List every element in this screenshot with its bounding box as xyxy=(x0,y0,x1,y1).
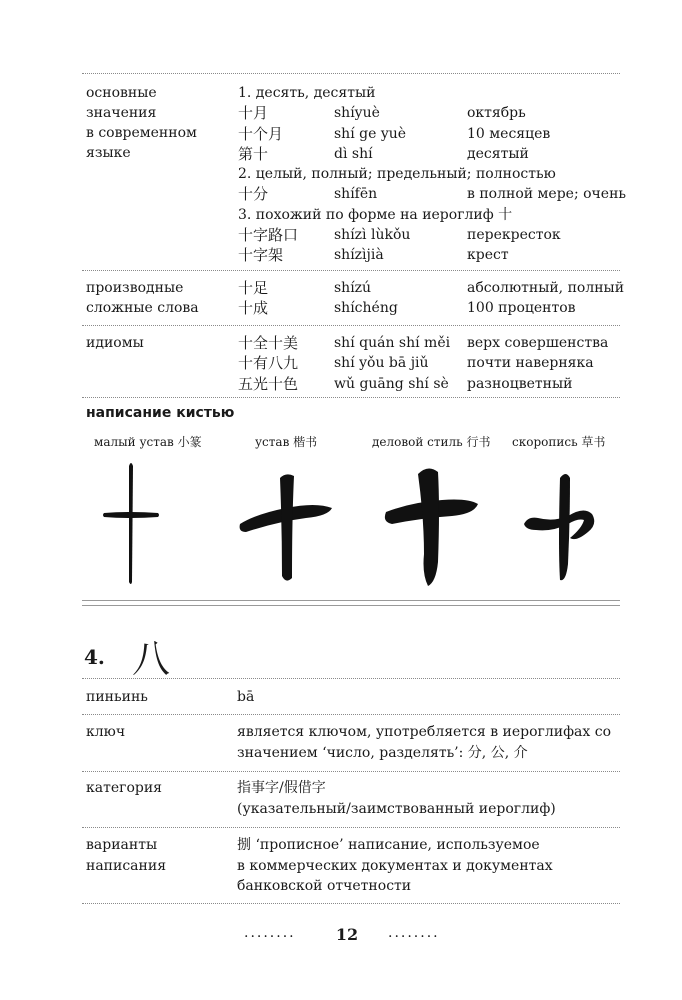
idiom-hanzi: 十全十美 xyxy=(238,334,299,352)
category-value: 指事字/假借字 (указательный/заимствованный иероглиф) xyxy=(237,780,556,817)
idiom-hanzi: 十有八九 xyxy=(238,354,299,373)
meanings-list xyxy=(238,83,628,266)
idiom-entry xyxy=(238,374,628,394)
variants-value: 捌 ‘прописное’ написание, используемое в коммерческих документах и документах банковской отчетности xyxy=(237,837,553,894)
radical-value: является ключом, употребляется в иероглифах со значением ‘число, разделять’: 分, 公, 介 xyxy=(237,724,612,761)
word-translation: 10 месяцев xyxy=(467,125,551,142)
section-number: 4. xyxy=(84,645,105,669)
word-hanzi: 十字路口 xyxy=(238,226,299,245)
word-translation: 100 процентов xyxy=(467,300,576,317)
style-label-cursive: скоропись 草书 xyxy=(512,435,606,449)
dotted-divider xyxy=(82,903,620,904)
idiom-translation: почти наверняка xyxy=(467,355,594,372)
brush-writing-heading: написание кистью xyxy=(86,405,235,421)
word-hanzi: 十成 xyxy=(238,299,269,318)
dotted-divider xyxy=(82,270,620,271)
word-translation: абсолютный, полный xyxy=(467,280,625,296)
word-translation: крест xyxy=(467,247,509,264)
word-pinyin: dì shí xyxy=(334,145,373,162)
dotted-divider xyxy=(82,325,620,326)
page-number: 12 xyxy=(335,925,359,944)
variants-label: варианты написания xyxy=(86,837,167,874)
word-entry xyxy=(238,144,628,164)
idiom-translation: разноцветный xyxy=(467,375,573,392)
dotted-divider xyxy=(82,73,620,74)
footer-dots-left: ........ xyxy=(244,925,296,941)
word-pinyin: shíyuè xyxy=(334,105,380,122)
word-entry xyxy=(238,245,628,265)
style-label-small-seal: малый устав 小篆 xyxy=(94,435,202,449)
small-seal-glyph xyxy=(96,458,166,590)
section-separator xyxy=(82,600,620,606)
word-hanzi: 十字架 xyxy=(238,246,284,265)
word-entry xyxy=(238,298,628,318)
dotted-divider xyxy=(82,827,620,828)
word-entry xyxy=(238,103,628,123)
word-pinyin: shízì lùkǒu xyxy=(334,227,411,244)
dotted-divider xyxy=(82,397,620,398)
word-entry xyxy=(238,278,628,298)
meanings-label: основные значения в современном языке xyxy=(86,85,197,161)
style-label-regular: устав 楷书 xyxy=(255,435,318,449)
idioms-label: идиомы xyxy=(86,335,144,351)
style-label-running: деловой стиль 行书 xyxy=(372,435,491,449)
section-character: 八 xyxy=(132,637,171,681)
word-translation: в полной мере; очень xyxy=(467,186,627,203)
idiom-pinyin: shí quán shí měi xyxy=(334,335,451,351)
idiom-entry xyxy=(238,333,628,353)
category-label: категория xyxy=(86,780,163,796)
word-hanzi: 第十 xyxy=(238,144,269,163)
radical-label: ключ xyxy=(86,724,126,740)
meaning-heading: 2. целый, полный; предельный; полностью xyxy=(238,166,556,183)
word-translation: октябрь xyxy=(467,105,526,122)
dotted-divider xyxy=(82,771,620,772)
dotted-divider xyxy=(82,714,620,715)
word-hanzi: 十足 xyxy=(238,279,269,297)
cursive-script-glyph xyxy=(520,458,610,590)
meaning-heading: 3. похожий по форме на иероглиф 十 xyxy=(238,206,513,223)
dotted-divider xyxy=(82,678,620,679)
word-entry xyxy=(238,124,628,144)
regular-script-glyph xyxy=(236,458,336,590)
idiom-pinyin: shí yǒu bā jiǔ xyxy=(334,355,429,372)
word-translation: перекресток xyxy=(467,227,561,244)
pinyin-value: bā xyxy=(237,689,255,705)
idiom-pinyin: wǔ guāng shí sè xyxy=(334,375,449,392)
idiom-hanzi: 五光十色 xyxy=(238,374,299,393)
running-script-glyph xyxy=(382,458,482,590)
word-hanzi: 十月 xyxy=(238,104,269,123)
word-entry xyxy=(238,225,628,245)
word-pinyin: shí ge yuè xyxy=(334,125,407,142)
idiom-translation: верх совершенства xyxy=(467,335,609,351)
meaning-heading: 1. десять, десятый xyxy=(238,85,376,101)
idiom-entry xyxy=(238,353,628,373)
word-hanzi: 十分 xyxy=(238,185,269,204)
word-hanzi: 十个月 xyxy=(238,124,284,143)
word-pinyin: shízìjià xyxy=(334,247,384,264)
word-pinyin: shízú xyxy=(334,280,372,296)
footer-dots-right: ........ xyxy=(388,925,440,941)
derived-words-list xyxy=(238,278,628,319)
pinyin-label: пиньинь xyxy=(86,689,148,705)
word-entry xyxy=(238,184,628,204)
idioms-list xyxy=(238,333,628,394)
word-pinyin: shíchéng xyxy=(334,300,398,317)
word-pinyin: shífēn xyxy=(334,186,378,203)
derived-words-label: производные сложные слова xyxy=(86,280,199,316)
page-footer xyxy=(0,925,682,949)
word-translation: десятый xyxy=(467,145,529,162)
